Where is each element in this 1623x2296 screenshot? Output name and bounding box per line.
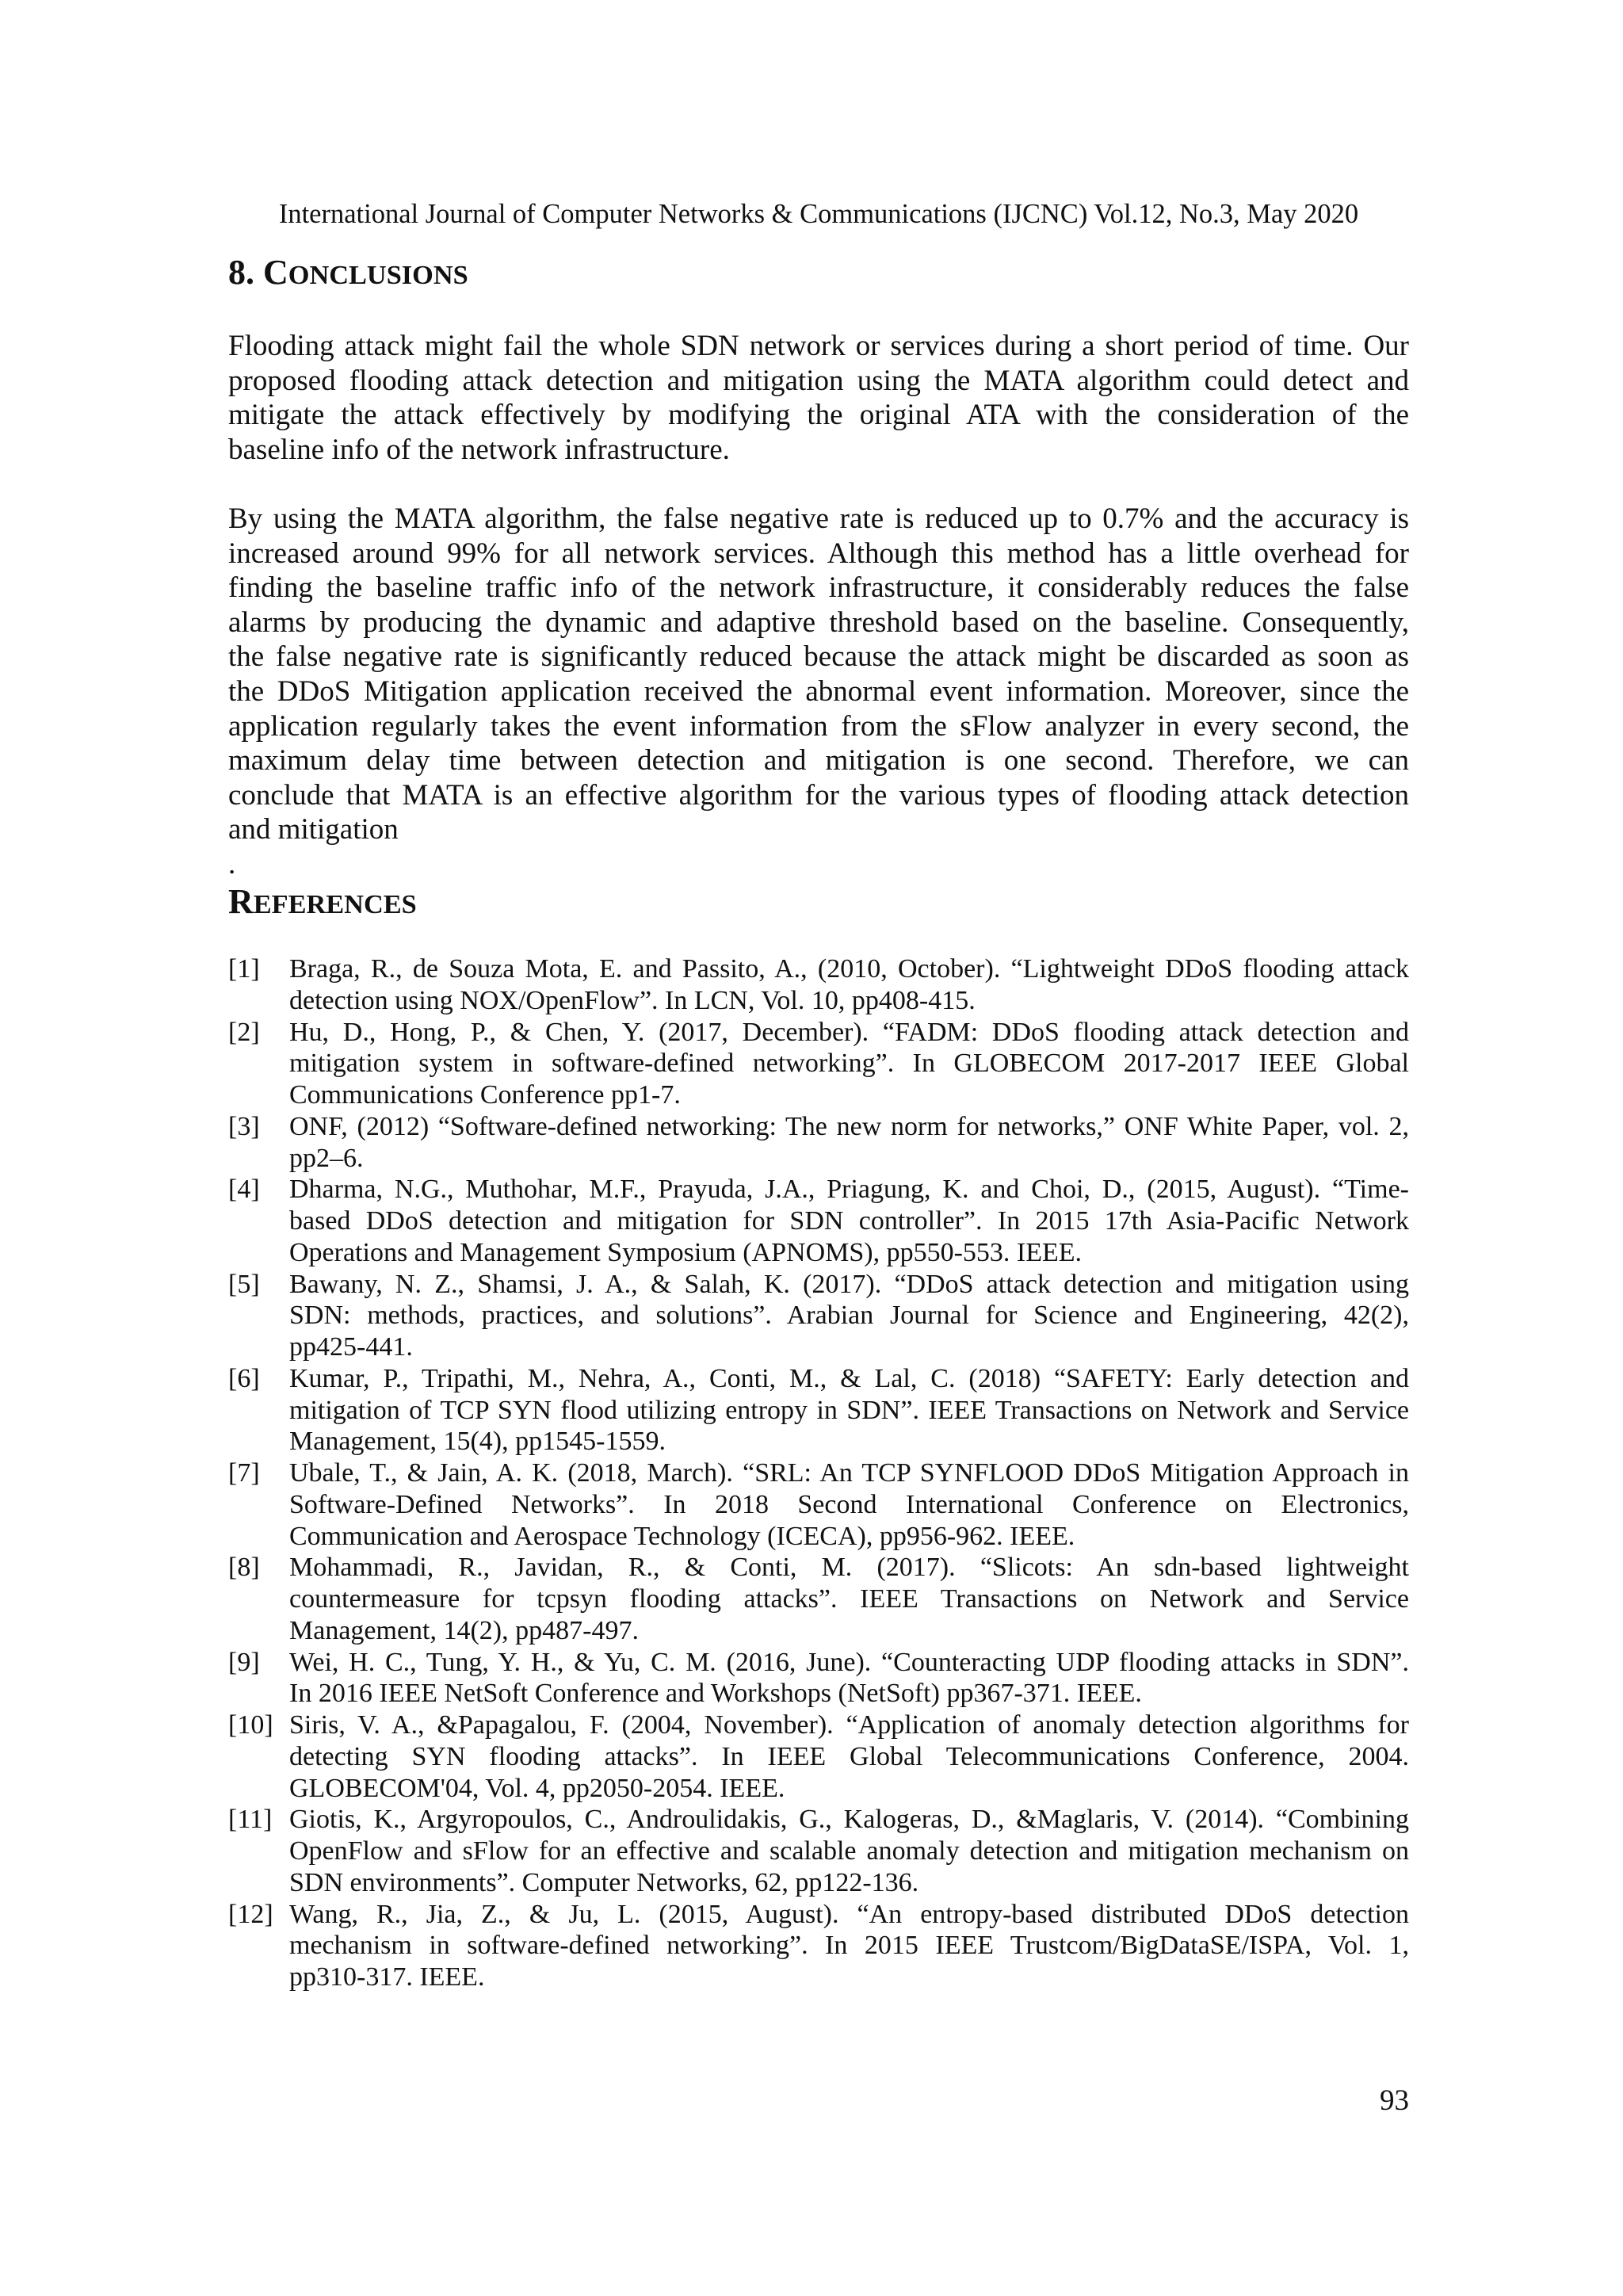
reference-label: [1]	[228, 954, 260, 984]
reference-text-line: Bawany, N. Z., Shamsi, J. A., & Salah, K. (2017). “DDoS attack detection and mitigation using	[289, 1269, 1409, 1299]
text-line: conclude that MATA is an effective algorithm for the various types of flooding attack detection	[228, 778, 1409, 812]
reference-text-line: detecting SYN flooding attacks”. In IEEE Global Telecommunications Conference, 2004.	[289, 1741, 1409, 1771]
reference-label: [8]	[228, 1553, 260, 1583]
text-line: increased around 99% for all network services. Although this method has a little overhead for	[228, 537, 1409, 570]
reference-text-line: Operations and Management Symposium (APNOMS), pp550-553. IEEE.	[289, 1237, 1083, 1267]
running-header: International Journal of Computer Networks & Communications (IJCNC) Vol.12, No.3, May 2020	[278, 199, 1359, 229]
reference-text-line: Communications Conference pp1-7.	[289, 1080, 681, 1110]
section-heading-references: REFERENCES	[228, 882, 417, 921]
reference-text-line: pp425-441.	[289, 1332, 413, 1362]
reference-text-line: pp2–6.	[289, 1143, 364, 1173]
reference-label: [9]	[228, 1647, 260, 1677]
reference-label: [4]	[228, 1175, 260, 1205]
reference-text-line: ONF, (2012) “Software-defined networking: The new norm for networks,” ONF White Paper, vol. 2,	[289, 1111, 1409, 1141]
reference-item	[228, 1804, 1409, 1898]
reference-text-line: Kumar, P., Tripathi, M., Nehra, A., Conti, M., & Lal, C. (2018) “SAFETY: Early detection and	[289, 1363, 1409, 1393]
reference-label: [2]	[228, 1017, 260, 1047]
reference-text-line: Communication and Aerospace Technology (ICECA), pp956-962. IEEE.	[289, 1521, 1075, 1551]
reference-text-line: Braga, R., de Souza Mota, E. and Passito, A., (2010, October). “Lightweight DDoS flooding attack	[289, 954, 1409, 984]
text-line: alarms by producing the dynamic and adaptive threshold based on the baseline. Consequently,	[228, 606, 1409, 639]
paragraph	[228, 329, 1409, 467]
text-line: proposed flooding attack detection and mitigation using the MATA algorithm could detect and	[228, 364, 1409, 397]
text-line: the false negative rate is significantly reduced because the attack might be discarded as soon as	[228, 640, 1409, 674]
reference-list	[228, 953, 1409, 1993]
reference-item	[228, 1710, 1409, 1804]
trailing-period: .	[228, 847, 236, 881]
reference-text-line: OpenFlow and sFlow for an effective and scalable anomaly detection and mitigation mechanism on	[289, 1836, 1409, 1866]
reference-text-line: Wei, H. C., Tung, Y. H., & Yu, C. M. (2016, June). “Counteracting UDP flooding attacks in SDN”.	[289, 1647, 1409, 1677]
reference-label: [12]	[228, 1899, 273, 1929]
reference-item	[228, 1017, 1409, 1111]
reference-text-line: mitigation system in software-defined networking”. In GLOBECOM 2017-2017 IEEE Global	[289, 1049, 1409, 1079]
reference-text-line: Management, 14(2), pp487-497.	[289, 1615, 639, 1645]
reference-item	[228, 1363, 1409, 1457]
reference-text-line: based DDoS detection and mitigation for SDN controller”. In 2015 17th Asia-Pacific Network	[289, 1206, 1409, 1236]
reference-text-line: Hu, D., Hong, P., & Chen, Y. (2017, December). “FADM: DDoS flooding attack detection and	[289, 1017, 1409, 1047]
reference-text-line: countermeasure for tcpsyn flooding attacks”. IEEE Transactions on Network and Service	[289, 1584, 1409, 1614]
reference-item	[228, 1899, 1409, 1993]
reference-label: [10]	[228, 1710, 273, 1740]
small-caps-fragment: EFERENCES	[253, 889, 417, 919]
reference-text-line: Software-Defined Networks”. In 2018 Second International Conference on Electronics,	[289, 1489, 1409, 1519]
conclusions-body	[228, 329, 1409, 882]
reference-item	[228, 1111, 1409, 1175]
reference-text-line: Siris, V. A., &Papagalou, F. (2004, November). “Application of anomaly detection algorithms for	[289, 1710, 1409, 1740]
reference-item	[228, 1174, 1409, 1268]
text-line: the DDoS Mitigation application received the abnormal event information. Moreover, since the	[228, 674, 1409, 708]
text-line: By using the MATA algorithm, the false negative rate is reduced up to 0.7% and the accuracy is	[228, 502, 1409, 535]
reference-text-line: Dharma, N.G., Muthohar, M.F., Prayuda, J.A., Priagung, K. and Choi, D., (2015, August). “Time-	[289, 1175, 1409, 1205]
page-number: 93	[1380, 2084, 1409, 2117]
reference-label: [5]	[228, 1269, 260, 1299]
reference-item	[228, 1457, 1409, 1552]
text-line: maximum delay time between detection and mitigation is one second. Therefore, we can	[228, 744, 1409, 777]
section-heading-conclusions: 8. CONCLUSIONS	[228, 253, 468, 292]
text-line: Flooding attack might fail the whole SDN network or services during a short period of time. Our	[228, 330, 1409, 362]
reference-text-line: GLOBECOM'04, Vol. 4, pp2050-2054. IEEE.	[289, 1773, 785, 1803]
reference-label: [7]	[228, 1458, 260, 1488]
reference-text-line: Ubale, T., & Jain, A. K. (2018, March). “SRL: An TCP SYNFLOOD DDoS Mitigation Approach in	[289, 1458, 1409, 1488]
text-line: mitigate the attack effectively by modifying the original ATA with the consideration of the	[228, 399, 1409, 432]
reference-text-line: SDN: methods, practices, and solutions”. Arabian Journal for Science and Engineering, 42(2),	[289, 1301, 1409, 1331]
reference-text-line: SDN environments”. Computer Networks, 62, pp122-136.	[289, 1867, 919, 1897]
reference-text-line: pp310-317. IEEE.	[289, 1962, 485, 1992]
paragraph	[228, 502, 1409, 847]
reference-text-line: mitigation of TCP SYN flood utilizing entropy in SDN”. IEEE Transactions on Network and Service	[289, 1395, 1409, 1425]
reference-text-line: detection using NOX/OpenFlow”. In LCN, Vol. 10, pp408-415.	[289, 985, 976, 1015]
reference-label: [3]	[228, 1111, 260, 1141]
text-line: and mitigation	[228, 813, 399, 846]
text-line: finding the baseline traffic info of the network infrastructure, it considerably reduces the false	[228, 571, 1409, 605]
reference-label: [11]	[228, 1805, 273, 1835]
small-caps-fragment: ONCLUSIONS	[288, 260, 468, 290]
reference-item	[228, 1647, 1409, 1710]
reference-text-line: Giotis, K., Argyropoulos, C., Androulidakis, G., Kalogeras, D., &Maglaris, V. (2014). “Combining	[289, 1805, 1409, 1835]
reference-item	[228, 1269, 1409, 1363]
reference-item	[228, 953, 1409, 1017]
reference-text-line: Mohammadi, R., Javidan, R., & Conti, M. (2017). “Slicots: An sdn-based lightweight	[289, 1553, 1409, 1583]
text-line: baseline info of the network infrastructure.	[228, 433, 730, 466]
reference-text-line: Management, 15(4), pp1545-1559.	[289, 1427, 666, 1457]
text-line: application regularly takes the event information from the sFlow analyzer in every second, the	[228, 709, 1409, 743]
reference-label: [6]	[228, 1363, 260, 1393]
reference-text-line: mechanism in software-defined networking”. In 2015 IEEE Trustcom/BigDataSE/ISPA, Vol. 1,	[289, 1931, 1409, 1961]
reference-text-line: Wang, R., Jia, Z., & Ju, L. (2015, August). “An entropy-based distributed DDoS detection	[289, 1899, 1409, 1929]
reference-text-line: In 2016 IEEE NetSoft Conference and Workshops (NetSoft) pp367-371. IEEE.	[289, 1679, 1142, 1709]
reference-item	[228, 1552, 1409, 1646]
